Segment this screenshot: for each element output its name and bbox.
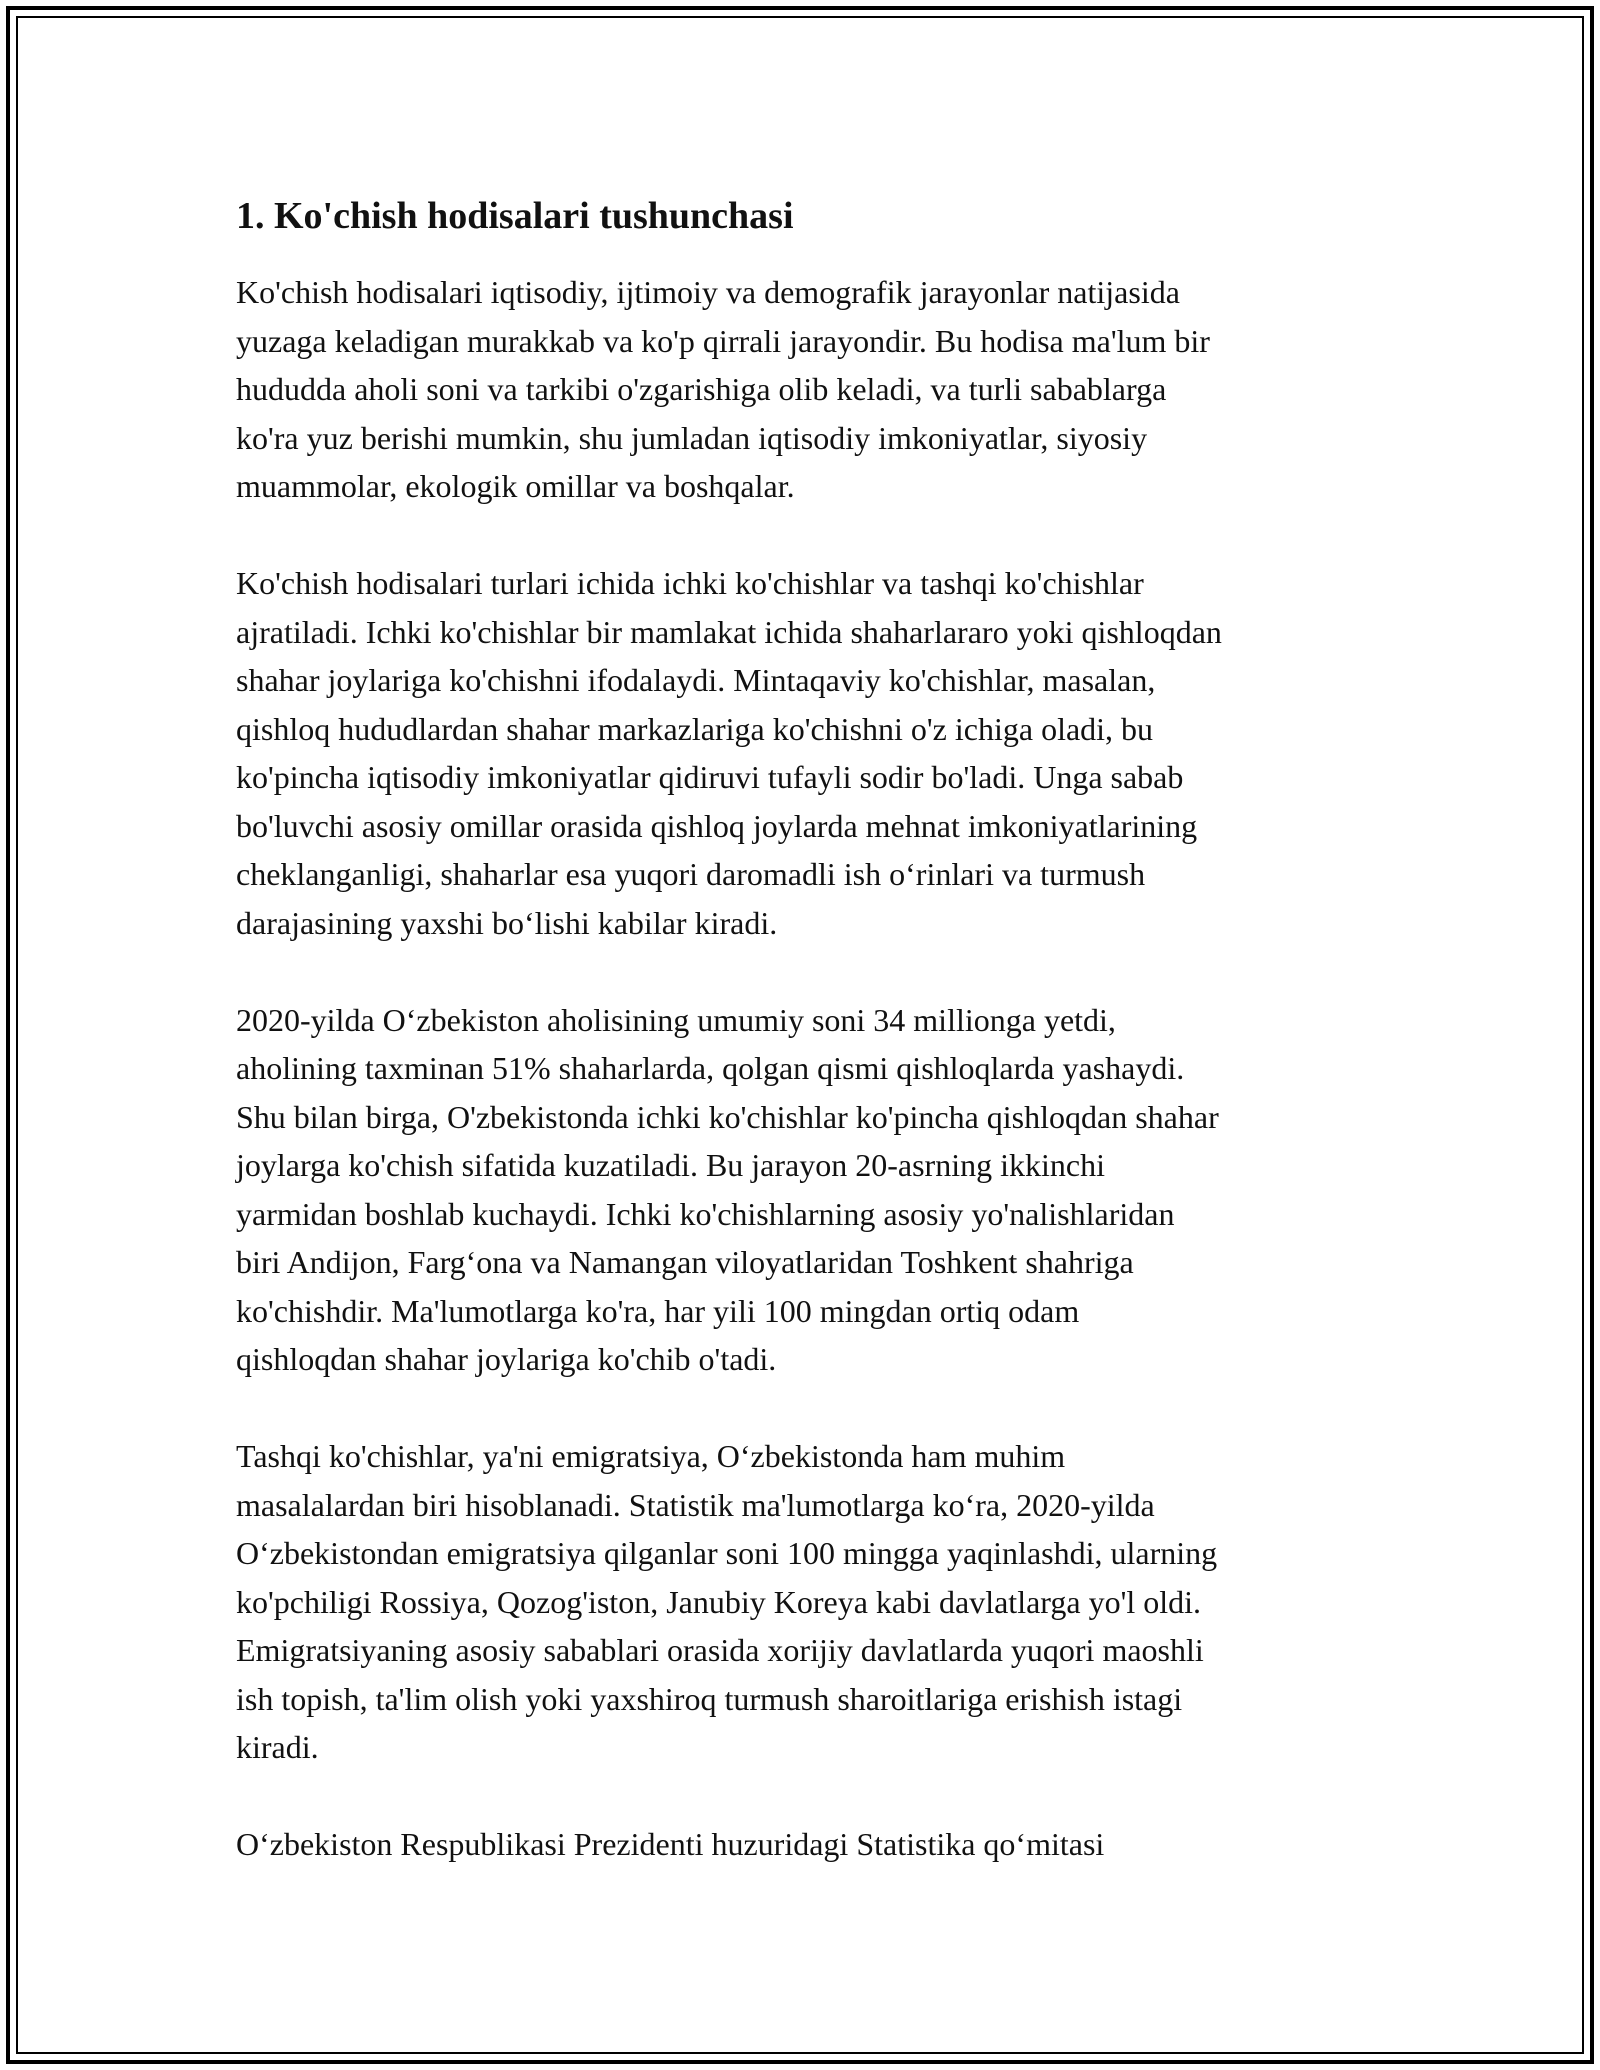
paragraph-line: shahar joylariga ko'chishni ifodalaydi. Mintaqaviy ko'chishlar, masalan, [236, 662, 1156, 698]
paragraph-line: O‘zbekistondan emigratsiya qilganlar soni 100 mingga yaqinlashdi, ularning [236, 1535, 1218, 1571]
paragraph-line: yuzaga keladigan murakkab va ko'p qirrali jarayondir. Bu hodisa ma'lum bir [236, 322, 1210, 359]
document-page [236, 186, 1386, 1869]
paragraph-line: qishloq hududlardan shahar markazlariga ko'chishni o'z ichiga oladi, bu [236, 710, 1154, 747]
paragraph [236, 1432, 1386, 1772]
paragraph [236, 268, 1386, 511]
paragraph-line: darajasining yaxshi bo‘lishi kabilar kiradi. [236, 904, 778, 941]
paragraph-line: muammolar, ekologik omillar va boshqalar. [236, 468, 795, 504]
paragraph-line: bo'luvchi asosiy omillar orasida qishloq joylarda mehnat imkoniyatlarining [236, 807, 1198, 844]
paragraph-line: yarmidan boshlab kuchaydi. Ichki ko'chishlarning asosiy yo'nalishlaridan [236, 1195, 1175, 1232]
paragraph-line: cheklanganligi, shaharlar esa yuqori daromadli ish o‘rinlari va turmush [236, 856, 1146, 892]
paragraph-line: joylarga ko'chish sifatida kuzatiladi. Bu jarayon 20-asrning ikkinchi [236, 1147, 1105, 1183]
paragraph-line: aholining taxminan 51% shaharlarda, qolgan qismi qishloqlarda yashaydi. [236, 1050, 1185, 1086]
paragraph-line: masalalardan biri hisoblanadi. Statistik ma'lumotlarga ko‘ra, 2020-yilda [236, 1486, 1155, 1523]
paragraph-line: Shu bilan birga, O'zbekistonda ichki ko'chishlar ko'pincha qishloqdan shahar [236, 1098, 1219, 1135]
paragraph-line: qishloqdan shahar joylariga ko'chib o'tadi. [236, 1341, 777, 1377]
paragraph-line: hududda aholi soni va tarkibi o'zgarishiga olib keladi, va turli sabablarga [236, 371, 1167, 407]
paragraph [236, 559, 1386, 947]
paragraph-line: ish topish, ta'lim olish yoki yaxshiroq turmush sharoitlariga erishish istagi [236, 1680, 1183, 1717]
paragraph-line: Ko'chish hodisalari turlari ichida ichki ko'chishlar va tashqi ko'chishlar [236, 565, 1144, 601]
paragraph [236, 996, 1386, 1384]
section-heading: 1. Ko'chish hodisalari tushunchasi [236, 195, 794, 237]
paragraph-line: ko'ra yuz berishi mumkin, shu jumladan iqtisodiy imkoniyatlar, siyosiy [236, 419, 1148, 456]
paragraph-line: biri Andijon, Farg‘ona va Namangan viloyatlaridan Toshkent shahriga [236, 1244, 1134, 1280]
paragraph-line: Ko'chish hodisalari iqtisodiy, ijtimoiy va demografik jarayonlar natijasida [236, 274, 1180, 310]
paragraph-line: 2020-yilda O‘zbekiston aholisining umumiy soni 34 millionga yetdi, [236, 1001, 1116, 1038]
paragraph-line: ko'chishdir. Ma'lumotlarga ko'ra, har yili 100 mingdan ortiq odam [236, 1292, 1080, 1329]
paragraph-line: ajratiladi. Ichki ko'chishlar bir mamlakat ichida shaharlararo yoki qishloqdan [236, 613, 1222, 650]
paragraph-line: kiradi. [236, 1729, 319, 1765]
source-citation: O‘zbekiston Respublikasi Prezidenti huzuridagi Statistika qo‘mitasi [236, 1826, 1105, 1862]
paragraph-line: ko'pincha iqtisodiy imkoniyatlar qidiruvi tufayli sodir bo'ladi. Unga sabab [236, 759, 1184, 795]
body-text [236, 268, 1386, 1772]
paragraph-line: Emigratsiyaning asosiy sabablari orasida xorijiy davlatlarda yuqori maoshli [236, 1632, 1204, 1668]
paragraph-line: Tashqi ko'chishlar, ya'ni emigratsiya, O‘zbekistonda ham muhim [236, 1438, 1066, 1474]
paragraph-line: ko'pchiligi Rossiya, Qozog'iston, Janubiy Koreya kabi davlatlarga yo'l oldi. [236, 1583, 1201, 1620]
